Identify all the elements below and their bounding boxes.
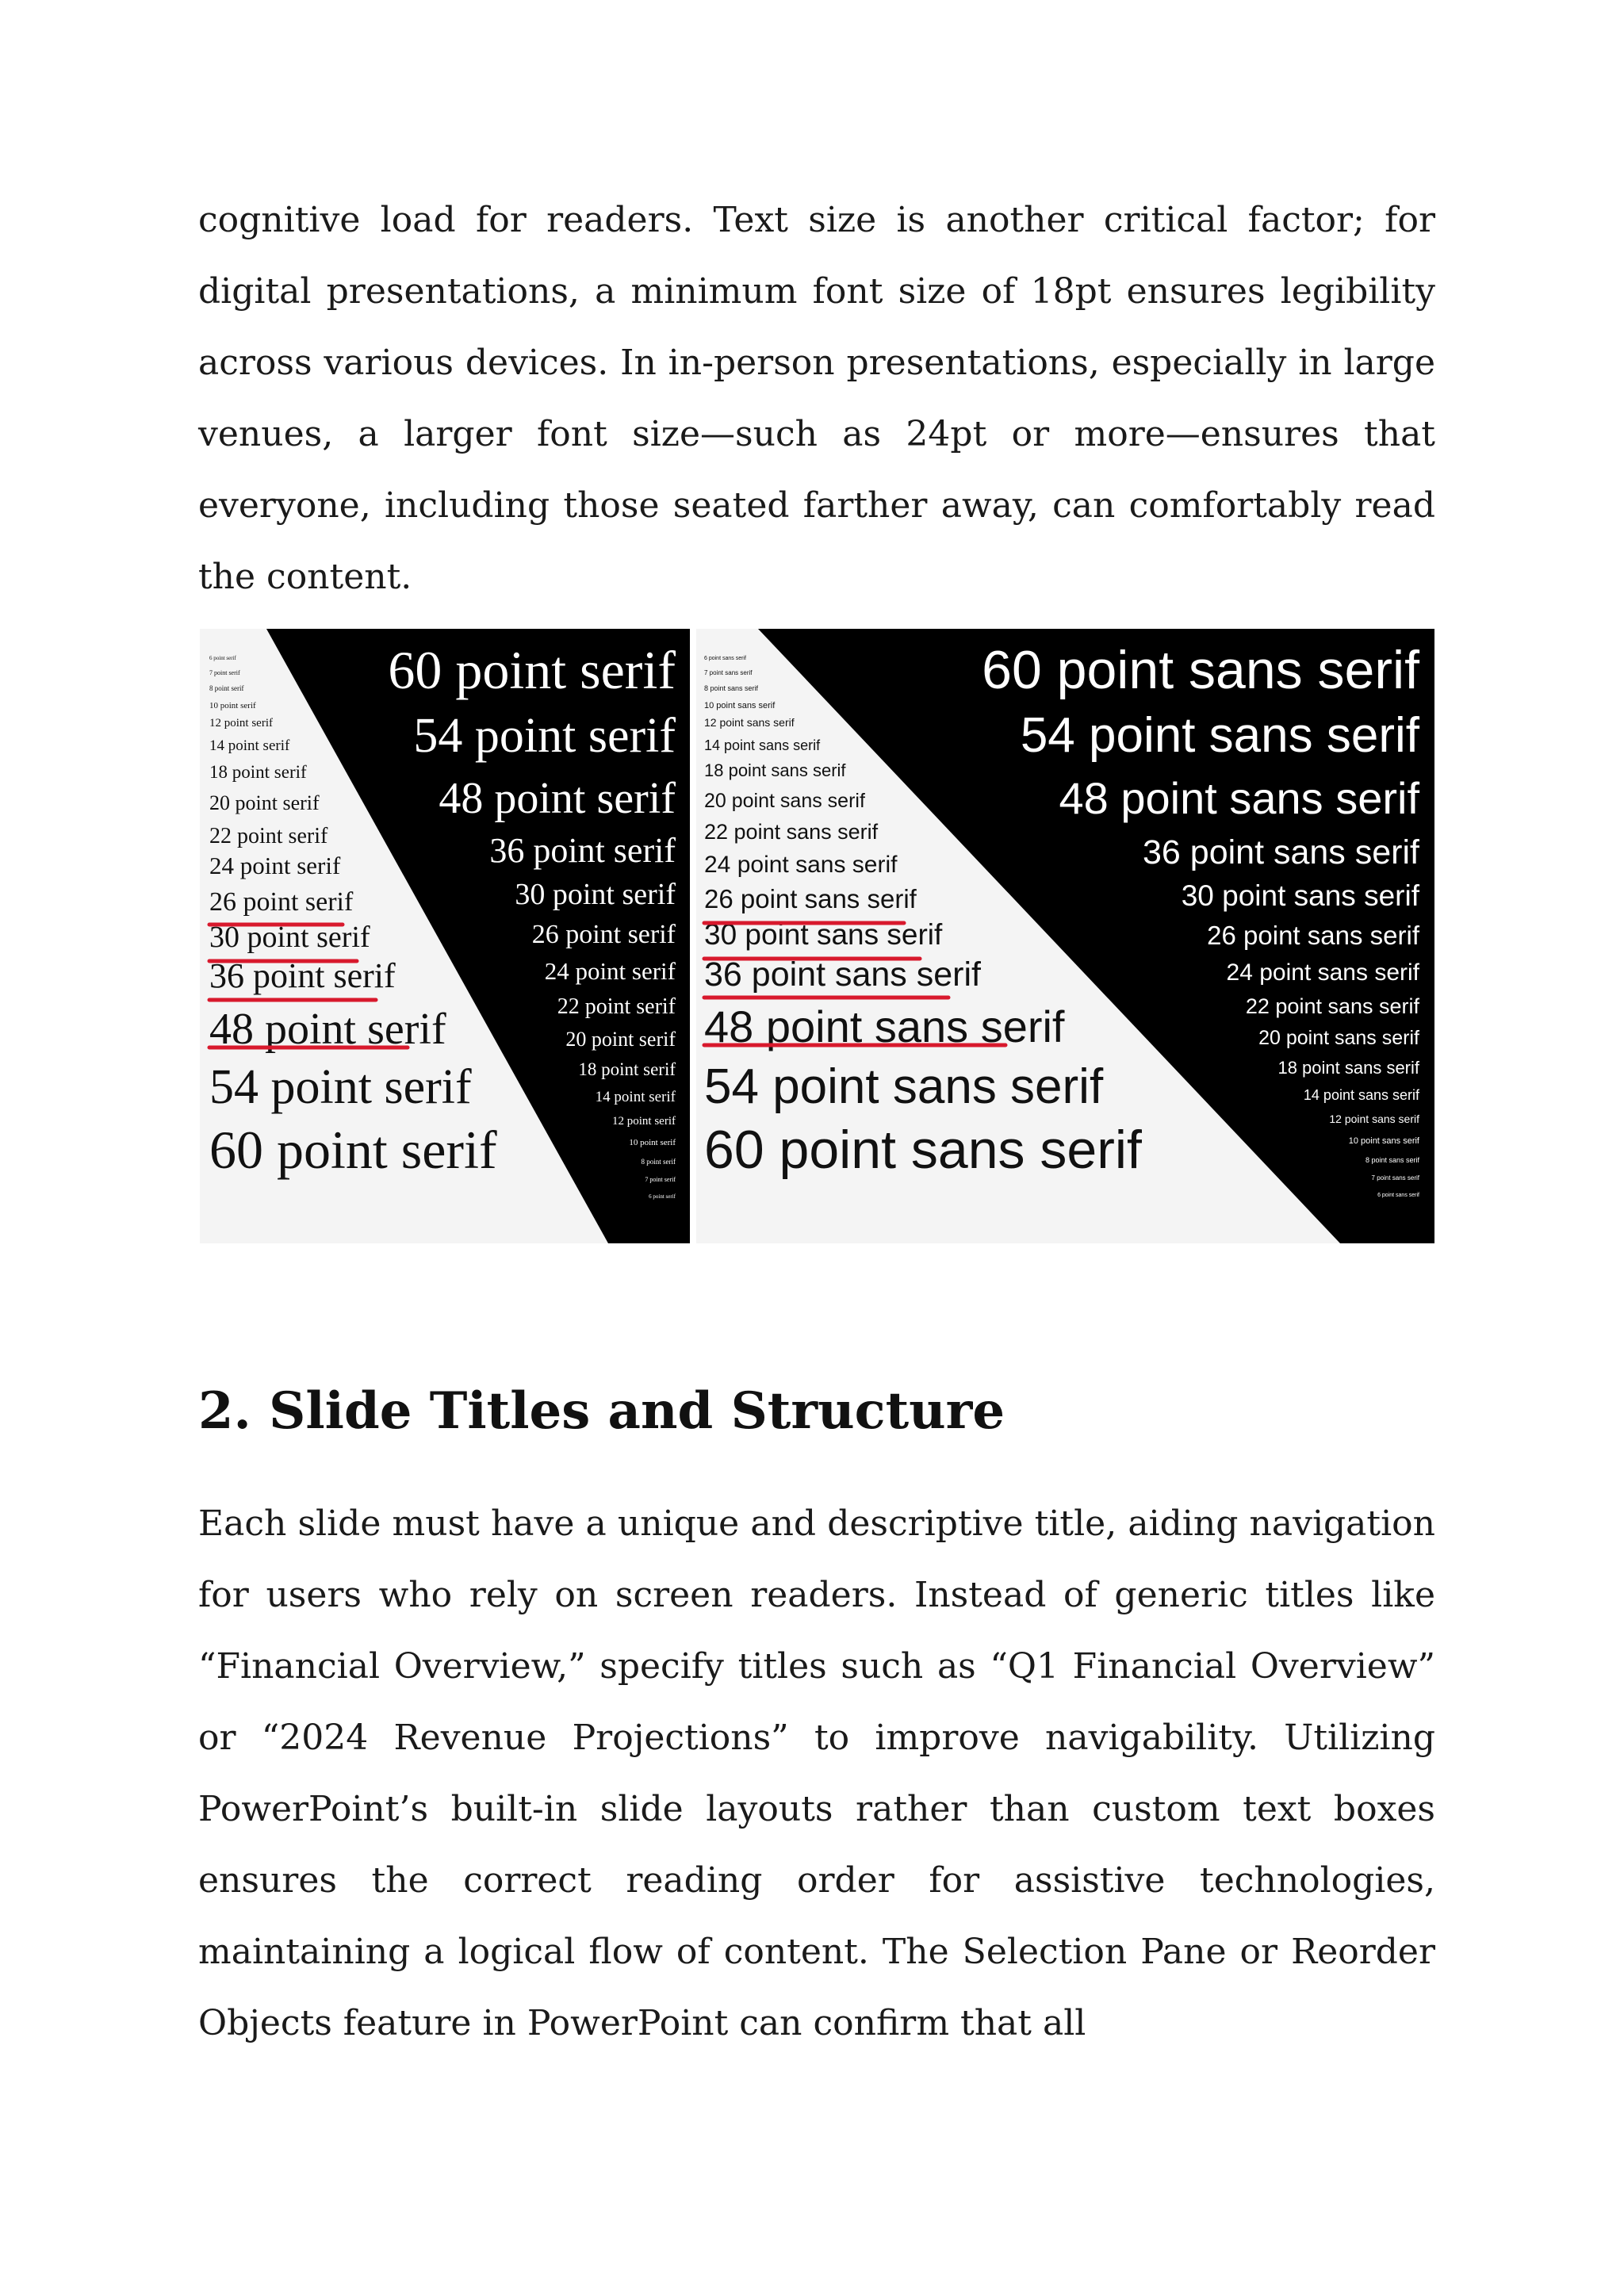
sans-right-label: 30 point sans serif [1181, 879, 1419, 912]
sans-right-label: 60 point sans serif [982, 640, 1419, 700]
serif-right-label: 6 point serif [649, 1193, 676, 1200]
sans-right-label: 8 point sans serif [1365, 1156, 1419, 1164]
serif-left-label: 54 point serif [209, 1060, 472, 1114]
sans-serif-size-panel [696, 629, 1434, 1243]
sans-left-label: 10 point sans serif [704, 701, 776, 710]
sans-left-label: 12 point sans serif [704, 716, 795, 729]
sans-right-label: 48 point sans serif [1059, 773, 1419, 823]
sans-right-label: 10 point sans serif [1348, 1136, 1419, 1146]
sans-left-label: 60 point sans serif [704, 1120, 1142, 1180]
sans-serif-size-chart [696, 629, 1434, 1243]
serif-left-label: 18 point serif [209, 762, 307, 782]
serif-left-label: 48 point serif [209, 1005, 446, 1054]
serif-right-label: 22 point serif [557, 994, 676, 1019]
serif-right-label: 60 point serif [388, 640, 676, 700]
sans-left-label: 54 point sans serif [704, 1059, 1104, 1114]
sans-right-label: 12 point sans serif [1329, 1113, 1419, 1125]
serif-left-label: 20 point serif [209, 791, 320, 814]
serif-right-label: 30 point serif [515, 878, 676, 911]
sans-right-label: 18 point sans serif [1277, 1058, 1419, 1078]
serif-right-label: 20 point serif [565, 1028, 676, 1051]
sans-right-label: 54 point sans serif [1020, 708, 1419, 763]
serif-left-label: 36 point serif [209, 956, 396, 995]
body-paragraph: Each slide must have a unique and descriptive title, aiding navigation for users who rely on screen readers. Instead of generic titles like “Financial Overview,” specify titles such as “Q1 Financial Overview” or “2024 Revenue Projections” to improve navigability. Utilizing PowerPoint’s built-in slide layouts rather than custom text boxes ensures the correct reading order for assistive technologies, maintaining a logical flow of content. The Selection Pane or Reorder Objects feature in PowerPoint can confirm that all [198, 1503, 1435, 2043]
serif-right-label: 8 point serif [641, 1158, 676, 1166]
serif-left-label: 8 point serif [209, 684, 244, 692]
sans-right-label: 26 point sans serif [1207, 921, 1419, 950]
sans-left-label: 36 point sans serif [704, 956, 981, 994]
sans-left-label: 6 point sans serif [704, 656, 746, 661]
sans-left-label: 8 point sans serif [704, 684, 759, 692]
sans-right-label: 22 point sans serif [1245, 994, 1419, 1018]
sans-right-label: 6 point sans serif [1377, 1193, 1419, 1198]
sans-right-label: 20 point sans serif [1258, 1027, 1419, 1049]
serif-left-label: 26 point serif [209, 887, 354, 917]
section-heading: 2. Slide Titles and Structure [198, 1381, 1005, 1441]
sans-left-label: 26 point sans serif [704, 884, 917, 913]
serif-right-label: 12 point serif [612, 1115, 676, 1128]
sans-right-label: 36 point sans serif [1143, 833, 1419, 871]
serif-left-label: 14 point serif [209, 737, 290, 754]
serif-right-label: 24 point serif [544, 957, 676, 985]
serif-right-label: 48 point serif [439, 774, 676, 823]
font-size-comparison-figure [200, 629, 1434, 1243]
sans-right-label: 24 point sans serif [1226, 959, 1419, 986]
sans-right-label: 14 point sans serif [1303, 1087, 1419, 1103]
serif-right-label: 14 point serif [595, 1089, 676, 1105]
sans-left-label: 18 point sans serif [704, 760, 846, 780]
serif-left-label: 6 point serif [209, 655, 236, 661]
serif-right-label: 7 point serif [645, 1176, 676, 1183]
serif-right-label: 36 point serif [489, 831, 676, 870]
sans-left-label: 48 point sans serif [704, 1001, 1065, 1051]
serif-left-label: 60 point serif [209, 1120, 497, 1180]
serif-left-label: 10 point serif [209, 701, 256, 710]
serif-left-label: 7 point serif [209, 669, 240, 676]
serif-right-label: 18 point serif [578, 1059, 676, 1079]
sans-left-label: 7 point sans serif [704, 669, 753, 676]
serif-right-label: 26 point serif [531, 920, 676, 949]
sans-left-label: 20 point sans serif [704, 790, 865, 812]
serif-size-chart [200, 629, 690, 1243]
body-paragraph: cognitive load for readers. Text size is another critical factor; for digital presentations, a minimum font size of 18pt ensures legibility across various devices. In in-person presentations, especially in large venues, a larger font size—such as 24pt or more—ensures that everyone, including those seated farther away, can comfortably read the content. [198, 200, 1435, 597]
sans-left-label: 30 point sans serif [704, 918, 943, 951]
serif-right-label: 54 point serif [413, 709, 676, 763]
serif-left-label: 24 point serif [209, 852, 341, 879]
serif-left-label: 30 point serif [209, 921, 370, 954]
serif-size-panel [200, 629, 690, 1243]
sans-left-label: 14 point sans serif [704, 737, 821, 753]
sans-right-label: 7 point sans serif [1371, 1174, 1419, 1181]
serif-right-label: 10 point serif [629, 1138, 676, 1147]
serif-left-label: 12 point serif [209, 717, 273, 730]
sans-left-label: 24 point sans serif [704, 852, 898, 878]
sans-left-label: 22 point sans serif [704, 820, 879, 844]
serif-left-label: 22 point serif [209, 824, 328, 848]
